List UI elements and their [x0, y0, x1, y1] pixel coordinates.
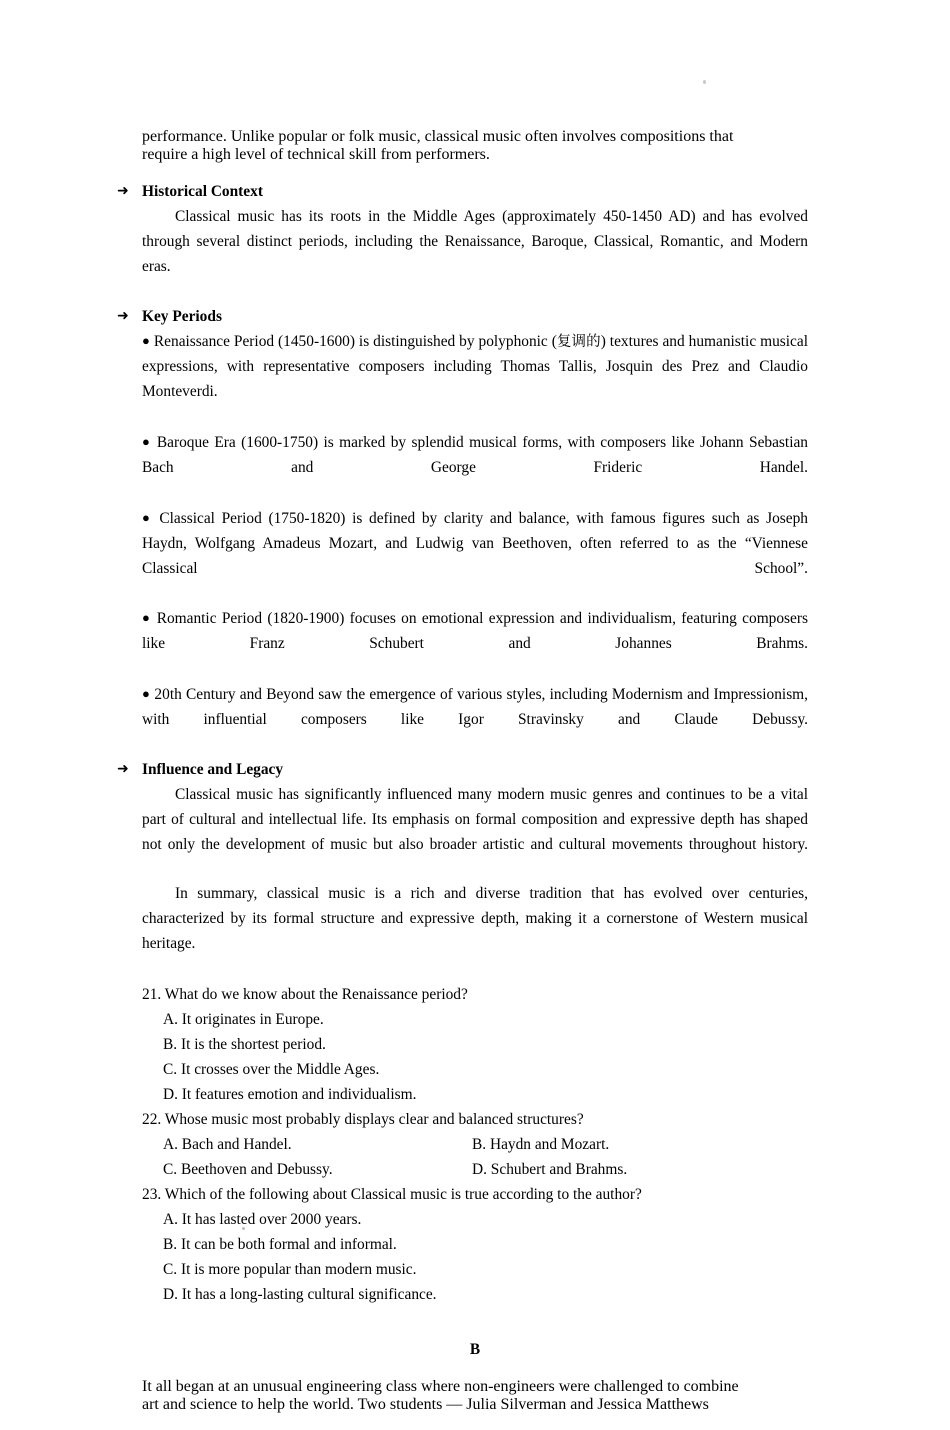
heading-historical-context: [117, 180, 808, 205]
continued-paragraph-line-1: performance. Unlike popular or folk music, classical music often involves compositions that: [142, 128, 734, 145]
question-22-prompt: 22. Whose music most probably displays clear and balanced structures?: [142, 1111, 584, 1128]
bullet-renaissance-period: [142, 329, 808, 430]
question-22-option-d[interactable]: D. Schubert and Brahms.: [472, 1161, 628, 1178]
question-21-option-c[interactable]: C. It crosses over the Middle Ages.: [163, 1061, 380, 1078]
round-bullet-icon: ●: [142, 509, 153, 525]
bullet-twentieth-century-text: 20th Century and Beyond saw the emergence of various styles, including Modernism and Impressionism, with influential composers like Igor Stravinsky and Claude Debussy.: [142, 686, 808, 729]
passage-b-line-2: art and science to help the world. Two students — Julia Silverman and Jessica Matthews: [142, 1396, 709, 1413]
bullet-twentieth-century: [142, 682, 808, 758]
question-23-prompt: 23. Which of the following about Classical music is true according to the author?: [142, 1186, 642, 1203]
bullet-baroque-era: [142, 430, 808, 506]
passage-b-section-letter: B: [469, 1341, 481, 1358]
round-bullet-icon: ●: [142, 434, 152, 450]
question-21-option-b[interactable]: B. It is the shortest period.: [163, 1036, 326, 1053]
bullet-romantic-text: Romantic Period (1820-1900) focuses on emotional expression and individualism, featuring composers like Franz Schubert and Johannes Brahms.: [142, 610, 808, 653]
bullet-renaissance-gloss-cjk: 复调的: [556, 334, 601, 351]
question-21-option-d[interactable]: D. It features emotion and individualism.: [163, 1086, 417, 1103]
arrow-bullet-icon: ➜: [117, 308, 129, 324]
round-bullet-icon: ●: [142, 610, 152, 626]
page-content: [117, 112, 809, 1430]
heading-key-periods-label: Key Periods: [142, 307, 222, 325]
question-22-options-row-2: [142, 1157, 808, 1182]
bullet-classical-text: Classical Period (1750-1820) is defined by clarity and balance, with famous figures such as Joseph Haydn, Wolfgang Amadeus Mozart, and Ludwig van Beethoven, often referred to as the “Viennese Classical School”.: [142, 509, 808, 577]
passage-b-line-1: It all began at an unusual engineering class where non-engineers were challenged to combine: [142, 1378, 739, 1395]
question-22-option-b[interactable]: B. Haydn and Mozart.: [472, 1136, 610, 1153]
bullet-renaissance-text-after: ) textures and humanistic musical expressions, with representative composers including Thomas Tallis, Josquin des Prez and Claudio Monteverdi.: [142, 333, 808, 401]
question-23-option-d[interactable]: D. It has a long-lasting cultural significance.: [163, 1286, 437, 1303]
paragraph-historical-context: Classical music has its roots in the Middle Ages (approximately 450-1450 AD) and has evolved through several distinct periods, including the Renaissance, Baroque, Classical, Romantic, and Modern eras.: [142, 207, 808, 275]
paragraph-influence-and-legacy: Classical music has significantly influenced many modern music genres and continues to be a vital part of cultural and intellectual life. Its emphasis on formal composition and expressive depth has shaped not only the development of music but also broader artistic and cultural movements throughout history.: [142, 785, 808, 853]
question-22-option-a[interactable]: A. Bach and Handel.: [163, 1136, 292, 1153]
scan-speck-top-icon: [703, 80, 706, 84]
question-21-option-a[interactable]: A. It originates in Europe.: [163, 1011, 324, 1028]
question-22-options-row-1: [142, 1132, 808, 1157]
question-22-option-c[interactable]: C. Beethoven and Debussy.: [163, 1161, 333, 1178]
paragraph-summary: In summary, classical music is a rich and diverse tradition that has evolved over centuries, characterized by its formal structure and expressive depth, making it a cornerstone of Western musical heritage.: [142, 885, 808, 953]
bullet-classical-period: [142, 506, 808, 607]
heading-influence-and-legacy-label: Influence and Legacy: [142, 760, 284, 778]
arrow-bullet-icon: ➜: [117, 184, 129, 199]
heading-influence-and-legacy: [117, 758, 808, 783]
question-21-prompt: 21. What do we know about the Renaissance period?: [142, 986, 468, 1003]
bullet-renaissance-text-before: Renaissance Period (1450-1600) is distinguished by polyphonic (: [153, 333, 557, 351]
round-bullet-icon: ●: [142, 686, 151, 702]
section-gap: [142, 1307, 808, 1337]
question-23-option-b[interactable]: B. It can be both formal and informal.: [163, 1236, 397, 1253]
bullet-baroque-text: Baroque Era (1600-1750) is marked by splendid musical forms, with composers like Johann Sebastian Bach and George Frideric Handel.: [142, 434, 809, 476]
question-23-option-c[interactable]: C. It is more popular than modern music.: [163, 1261, 417, 1278]
bullet-romantic-period: [142, 606, 808, 682]
arrow-bullet-icon: ➜: [117, 761, 129, 777]
passage-b-paragraph: [142, 1378, 808, 1414]
heading-historical-context-label: Historical Context: [142, 183, 263, 200]
question-23-option-a[interactable]: A. It has lasted over 2000 years.: [163, 1211, 362, 1228]
round-bullet-icon: ●: [142, 333, 150, 349]
continued-paragraph-line-2: require a high level of technical skill from performers.: [142, 146, 490, 163]
continued-paragraph: [142, 128, 808, 164]
heading-key-periods: [117, 305, 808, 330]
